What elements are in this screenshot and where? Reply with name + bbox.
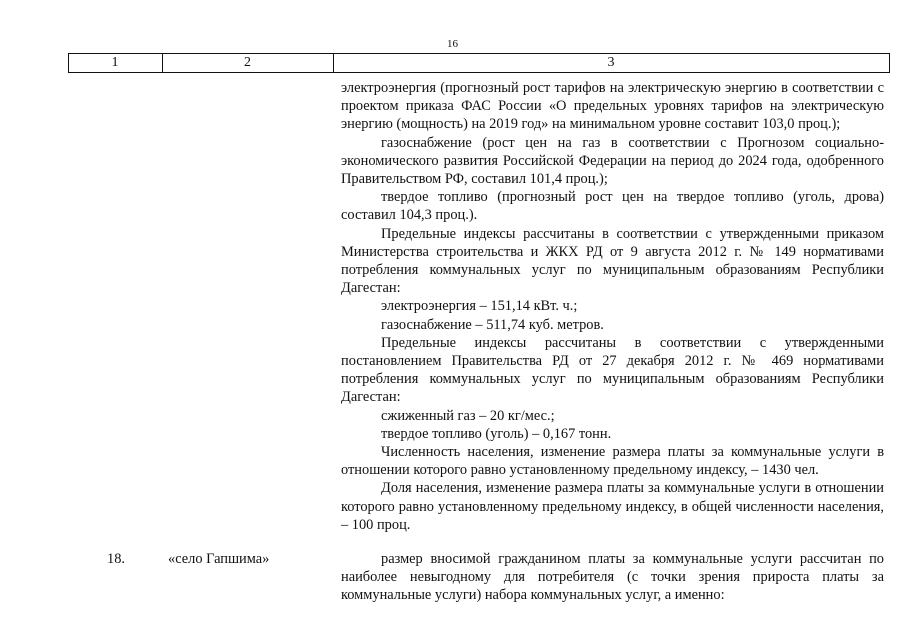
paragraph-population-share: Доля населения, изменение размера платы за коммунальные услуги в отношении которого равно установленному предельному индексу, в общей численности населения, – 100 проц. bbox=[341, 480, 884, 533]
col-header-2: 2 bbox=[244, 55, 251, 70]
paragraph-coal-norm: твердое топливо (уголь) – 0,167 тонн. bbox=[381, 425, 612, 442]
paragraph-electricity-tariff: электроэнергия (прогнозный рост тарифов на электрическую энергию в соответствии с проектом приказа ФАС России «О предельных уровнях тарифов на электрическую энергию (мощность) на 2019 год» на минимальном уровне составит 103,0 проц.); bbox=[341, 80, 884, 133]
paragraph-liquefied-gas-norm: сжиженный газ – 20 кг/мес.; bbox=[381, 407, 555, 424]
table-right-border bbox=[889, 53, 890, 73]
paragraph-limit-indexes-decree: Предельные индексы рассчитаны в соответствии с утвержденными постановлением Правительства РД от 27 декабря 2012 г. № 469 нормативами потребления коммунальных услуг по муниципальным образованиям Республики Дагестан: bbox=[341, 334, 884, 406]
municipality-name: «село Гапшима» bbox=[168, 551, 270, 567]
table-header bbox=[68, 53, 890, 73]
col-header-1: 1 bbox=[111, 55, 119, 70]
paragraph-limit-indexes-order: Предельные индексы рассчитаны в соответствии с утвержденными приказом Министерства строительства и ЖКХ РД от 9 августа 2012 г. № 149 нормативами потребления коммунальных услуг по муниципальным образованиям Республики Дагестан: bbox=[341, 225, 884, 297]
col-header-3: 3 bbox=[607, 55, 615, 70]
row17-content bbox=[341, 79, 884, 534]
table-bottom-border bbox=[68, 72, 890, 73]
paragraph-gas-norm: газоснабжение – 511,74 куб. метров. bbox=[381, 316, 604, 333]
paragraph-solid-fuel: твердое топливо (прогнозный рост цен на твердое топливо (уголь, дрова) составил 104,3 проц.). bbox=[341, 189, 884, 224]
paragraph-electricity-norm: электроэнергия – 151,14 кВт. ч.; bbox=[381, 298, 578, 315]
paragraph-gas-supply: газоснабжение (рост цен на газ в соответствии с Прогнозом социально-экономического развития Российской Федерации на период до 2024 года, одобренного Правительством РФ, составил 101,4 проц.); bbox=[341, 134, 884, 188]
paragraph-population-count: Численность населения, изменение размера платы за коммунальные услуги в отношении которого равно установленному предельному индексу, – 1430 чел. bbox=[341, 444, 884, 479]
row-number: 18. bbox=[107, 551, 125, 567]
page-number: 16 bbox=[447, 38, 458, 50]
row18-text: размер вносимой гражданином платы за коммунальные услуги рассчитан по наиболее невыгодному для потребителя (с точки зрения прироста платы за коммунальные услуги) набора коммунальных услуг, а именно: bbox=[341, 551, 884, 604]
